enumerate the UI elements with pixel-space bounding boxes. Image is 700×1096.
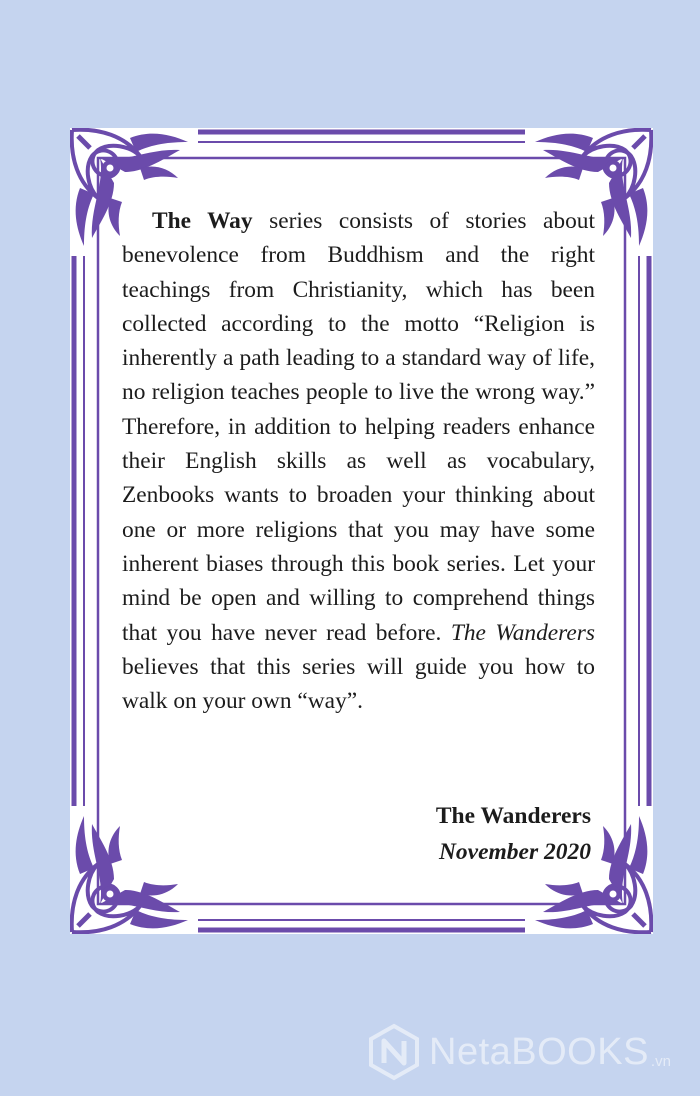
signature-date: November 2020: [438, 839, 591, 865]
watermark-text: NetaBOOKS: [429, 1030, 649, 1073]
page-panel: [70, 128, 653, 934]
watermark: [365, 1022, 695, 1082]
signature-name: The Wanderers: [435, 803, 591, 829]
signature-block: [436, 798, 591, 870]
paragraph-text-1: series consists of stories about benevolence from Buddhism and the right teachings from Christianity, which has been collected according to the motto “Religion is inherently a path leading to a standard way of life, no religion teaches people to live the wrong way.” Therefore, in addition to helping readers enhance their English skills as well as vocabulary, Zenbooks wants to broaden your thinking about one or more religions that you may have some inherent biases through this book series. Let your mind be open and willing to comprehend things that you have never read before.: [122, 208, 595, 646]
paragraph-text-2: believes that this series will guide you how to walk on your own “way”.: [122, 653, 595, 715]
watermark-suffix: .vn: [650, 1053, 671, 1070]
intro-paragraph: [122, 204, 595, 718]
series-title: The Way: [152, 208, 253, 234]
netabooks-logo-icon: [365, 1023, 423, 1081]
italic-author-name: The Wanderers: [450, 619, 595, 646]
